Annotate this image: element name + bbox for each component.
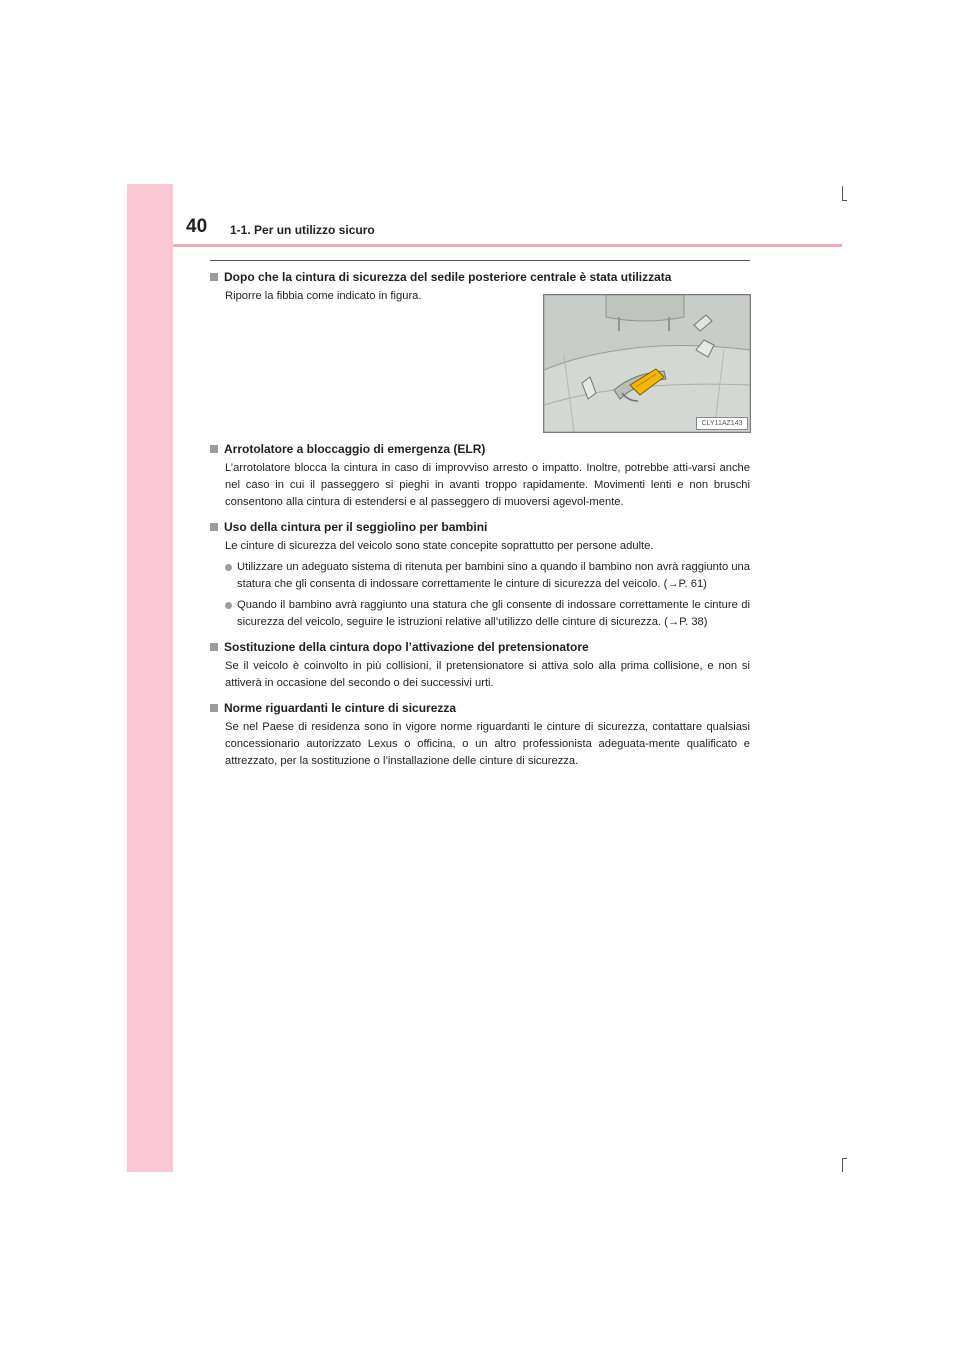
item-title [210,699,750,717]
page-number: 40 [186,216,208,237]
item-text: Se il veicolo è coinvolto in più collisioni, il pretensionatore si attiva solo alla prima collisione, e non si attiverà in occasione del secondo o dei successivi urti. [225,660,750,689]
item-text: Le cinture di sicurezza del veicolo sono state concepite soprattutto per persone adulte. [225,540,654,552]
rear-seat-illustration-svg [544,295,750,432]
item-text: Riporre la fibbia come indicato in figura. [225,290,422,302]
item-body-with-figure [210,286,750,433]
bullet-text: Quando il bambino avrà raggiunto una statura che gli consente di indossare correttamente le cinture di sicurezza del veicolo, seguire le istruzioni relative all’utilizzo delle cinture di sicurezza. (→P. 38) [237,599,750,628]
square-bullet-icon [210,523,218,531]
side-color-band [127,184,173,1172]
item-elr [210,440,750,511]
item-title-text: Dopo che la cintura di sicurezza del sedile posteriore centrale è stata utilizzata [224,270,672,284]
item-title-text: Arrotolatore a bloccaggio di emergenza (ELR) [224,442,486,456]
header-rule [173,244,842,247]
round-bullet-icon [225,602,232,609]
content-body [210,268,750,777]
item-regulations [210,699,750,770]
content-rule [210,260,750,261]
item-title [210,440,750,458]
bullet-item [225,597,750,631]
crop-mark-top-right-foot [842,200,847,201]
item-title [210,638,750,656]
item-title [210,518,750,536]
item-pretensioner [210,638,750,692]
item-title [210,268,750,286]
square-bullet-icon [210,704,218,712]
figure-code: CLY11AZ143 [696,417,748,430]
item-middle-seat-belt [210,268,750,433]
crop-mark-bottom-right-foot [842,1158,847,1159]
square-bullet-icon [210,643,218,651]
item-title-text: Uso della cintura per il seggiolino per bambini [224,520,488,534]
square-bullet-icon [210,273,218,281]
bullet-item [225,559,750,593]
section-title: 1-1. Per un utilizzo sicuro [230,223,375,237]
item-text: Se nel Paese di residenza sono in vigore norme riguardanti le cinture di sicurezza, contattare qualsiasi concessionario autorizzato Lexus o officina, o un altro professionista adeguata-mente qualificato e attrezzato, per la sostituzione o l’installazione delle cinture di sicurezza. [225,721,750,767]
square-bullet-icon [210,445,218,453]
round-bullet-icon [225,564,232,571]
bullet-text: Utilizzare un adeguato sistema di ritenuta per bambini sino a quando il bambino non avrà raggiunto una statura che gli consenta di indossare correttamente le cinture di sicurezza del veicolo. (→P. 61) [237,561,750,590]
item-title-text: Sostituzione della cintura dopo l’attivazione del pretensionatore [224,640,589,654]
item-child-seat [210,518,750,631]
crop-mark-bottom-right [842,1158,843,1172]
item-title-text: Norme riguardanti le cinture di sicurezza [224,701,457,715]
item-text: L’arrotolatore blocca la cintura in caso di improvviso arresto o impatto. Inoltre, potrebbe atti-varsi anche nel caso in cui il passeggero si pieghi in avanti troppo rapidamente. Movimenti lenti e non bruschi consentono alla cintura di estendersi e al passeggero di muoversi agevol-mente. [225,462,750,508]
crop-mark-top-right [842,186,843,200]
buckle-stowage-illustration [543,294,751,433]
